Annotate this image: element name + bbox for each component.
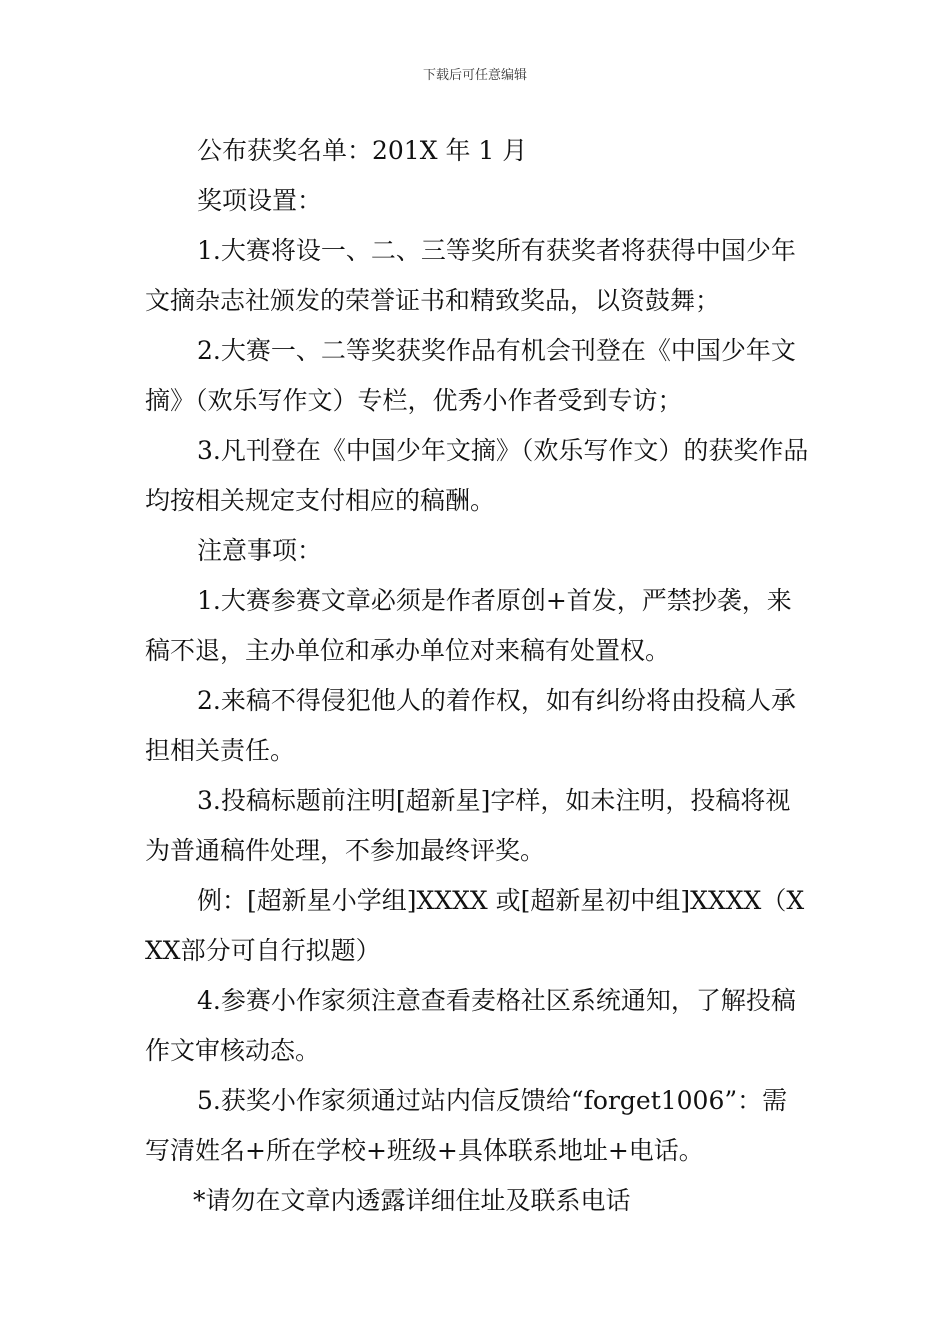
awards-heading: 奖项设置： (197, 186, 323, 215)
award-item-3: 3.凡刊登在《中国少年文摘》（欢乐写作文）的获奖作品均按相关规定支付相应的稿酬。 (145, 436, 809, 515)
award-item-1: 1.大赛将设一、二、三等奖所有获奖者将获得中国少年文摘杂志社颁发的荣誉证书和精致奖品，以资鼓舞； (145, 236, 796, 315)
note-example: 例：[超新星小学组]XXXX 或[超新星初中组]XXXX（XXX部分可自行拟题） (145, 886, 805, 965)
page-header-note: 下载后可任意编辑 (422, 68, 527, 83)
note-item-1: 1.大赛参赛文章必须是作者原创+首发，严禁抄袭，来稿不退，主办单位和承办单位对来稿有处置权。 (145, 586, 792, 665)
notes-heading: 注意事项： (197, 536, 323, 565)
note-item-2: 2.来稿不得侵犯他人的着作权，如有纠纷将由投稿人承担相关责任。 (145, 686, 796, 765)
publish-date-line: 公布获奖名单：201X 年 1 月 (197, 136, 528, 165)
privacy-warning: *请勿在文章内透露详细住址及联系电话 (193, 1186, 631, 1215)
note-item-3: 3.投稿标题前注明[超新星]字样，如未注明，投稿将视为普通稿件处理，不参加最终评奖。 (145, 786, 791, 865)
document-body (145, 126, 810, 1226)
award-item-2: 2.大赛一、二等奖获奖作品有机会刊登在《中国少年文摘》（欢乐写作文）专栏，优秀小作者受到专访； (145, 336, 796, 415)
note-item-5: 5.获奖小作家须通过站内信反馈给“forget1006”：需写清姓名+所在学校+班级+具体联系地址+电话。 (145, 1086, 788, 1165)
note-item-4: 4.参赛小作家须注意查看麦格社区系统通知，了解投稿作文审核动态。 (145, 986, 796, 1065)
